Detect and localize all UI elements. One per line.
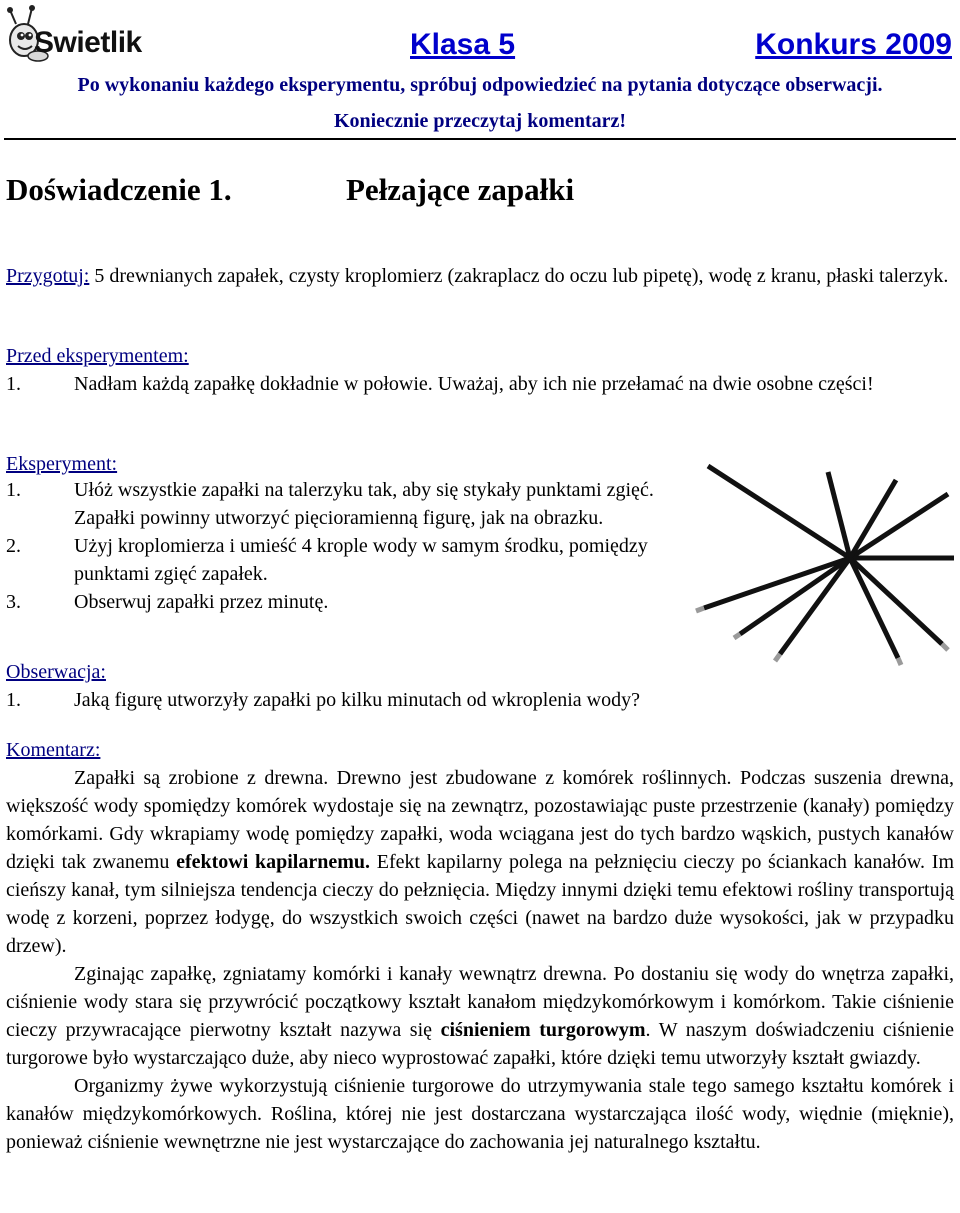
match-stick — [850, 494, 948, 558]
observation-heading: Obserwacja: — [6, 661, 106, 683]
list-item — [6, 686, 640, 714]
before-heading: Przed eksperymentem: — [6, 345, 189, 367]
prepare-text: 5 drewnianych zapałek, czysty kroplomierz (zakraplacz do oczu lub pipetę), wodę z kranu, płaski talerzyk. — [89, 265, 949, 287]
prepare-paragraph — [6, 262, 954, 290]
commentary-text: . W naszym doświadczeniu ciśnienie turgorowe było wystarczająco duże, aby nieco wyprostować zapałki, które dzięki temu utworzyły kształt gwiazdy. — [6, 1019, 954, 1069]
list-item-number: 1. — [6, 479, 21, 501]
commentary-bold-term: ciśnieniem turgorowym — [440, 1019, 646, 1041]
contest-title: Konkurs 2009 — [755, 28, 952, 61]
class-title: Klasa 5 — [410, 28, 516, 61]
experiment-heading: Eksperyment: — [6, 453, 118, 475]
commentary-bold-term: efektowi kapilarnemu. — [176, 851, 371, 873]
commentary-heading: Komentarz: — [6, 739, 101, 761]
commentary-paragraph: Organizmy żywe wykorzystują ciśnienie turgorowe do utrzymywania stale tego samego kształtu komórek i kanałów międzykomórkowych. Roślina, której nie jest dostarczana wystarczająca ilość wody, więdnie (mięknie), ponieważ ciśnienie wewnętrzne nie jest wystarczające do zachowania jej naturalnego kształtu. — [6, 1075, 954, 1153]
list-item-text: Nadłam każdą zapałkę dokładnie w połowie. Uważaj, aby ich nie przełamać na dwie osobne części! — [74, 373, 874, 395]
commentary-text: Efekt kapilarny polega na pełznięciu cieczy po ściankach kanałów. Im cieńszy kanał, tym silniejsza tendencja cieczy do pełznięcia. Między innymi dzięki temu efektowi rośliny transportują wodę z korzeni, poprzez łodygę, do wszystkich swoich części (nawet na bardzo duże wysokości, jak w przypadku drzew). — [6, 851, 954, 957]
list-item-number: 1. — [6, 373, 21, 395]
matches-star-figure — [690, 458, 960, 668]
list-item — [6, 532, 666, 588]
logo-text: Swietlik — [34, 26, 142, 59]
list-item-text: Ułóż wszystkie zapałki na talerzyku tak, aby się stykały punktami zgięć. Zapałki powinny utworzyć pięcioramienną figurę, jak na obrazku. — [74, 479, 654, 529]
experiment-number: Doświadczenie 1. — [6, 172, 232, 207]
commentary-text: Zginając zapałkę, zgniatamy komórki i kanały wewnątrz drewna. Po dostaniu się wody do wnętrza zapałki, ciśnienie wody stara się przywrócić początkowy kształt kanałom międzykomórkowym i komórkom. Takie ciśnienie cieczy przywracające pierwotny kształt nazywa się — [6, 963, 954, 1041]
list-item-number: 2. — [6, 535, 21, 557]
warning-text: Koniecznie przeczytaj komentarz! — [333, 110, 627, 132]
instruction-text: Po wykonaniu każdego eksperymentu, spróbuj odpowiedzieć na pytania dotyczące obserwacji. — [77, 74, 883, 96]
list-item-number: 1. — [6, 689, 21, 711]
commentary-body — [6, 764, 954, 1156]
commentary-paragraph — [6, 764, 954, 960]
list-item-text: Jaką figurę utworzyły zapałki po kilku minutach od wkroplenia wody? — [74, 689, 640, 711]
commentary-paragraph — [6, 960, 954, 1072]
observation-list — [6, 686, 640, 714]
commentary-text: Zapałki są zrobione z drewna. Drewno jest zbudowane z komórek roślinnych. Podczas suszenia drewna, większość wody spomiędzy komórek wydostaje się na zewnątrz, pozostawiając puste przestrzenie (kanały) pomiędzy komórkami. Gdy wkrapiamy wodę pomiędzy zapałki, woda wciągana jest do tych bardzo wąskich, pustych kanałów dzięki tak zwanemu — [6, 767, 954, 873]
list-item — [6, 370, 946, 398]
before-list — [6, 370, 946, 398]
list-item-number: 3. — [6, 591, 21, 613]
list-item — [6, 588, 666, 616]
list-item-text: Obserwuj zapałki przez minutę. — [74, 591, 329, 613]
match-stick — [850, 480, 896, 558]
list-item-text: Użyj kroplomierza i umieść 4 krople wody w samym środku, pomiędzy punktami zgięć zapałek. — [74, 535, 648, 585]
list-item — [6, 476, 666, 532]
header-divider — [4, 138, 956, 140]
prepare-label: Przygotuj: — [6, 265, 90, 287]
experiment-list — [6, 476, 666, 616]
experiment-name: Pełzające zapałki — [346, 172, 575, 207]
